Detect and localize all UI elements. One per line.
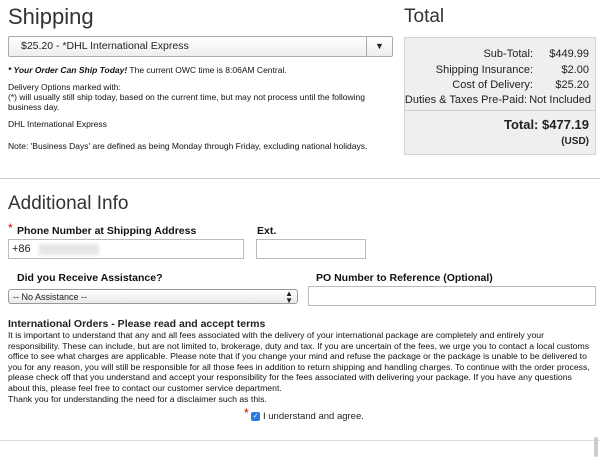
shipping-method-select[interactable] [8,36,393,57]
duties-amount: Not Included [529,94,591,106]
delivery-options-note: Delivery Options marked with: (*) will usually still ship today, based on the current time, but may not process until the following business day. [8,82,366,112]
agree-required-marker: * [244,406,249,420]
total-panel [404,37,596,155]
assistance-select[interactable] [8,289,298,304]
subtotal-label: Sub-Total: [483,48,533,60]
duties-row [405,94,595,108]
international-terms-body: It is important to understand that any and all fees associated with the delivery of your international package are completely and entirely your responsibility. These can include, but are not limited to, brokerage, duty and tax. If you are uncertain of the fees, we urge you to contact a local customs office to see what charges are applicable. Please note that if you change your mind and refuse the package or the package is unable to be delivered to you for any reason, you will still be responsible for all those fees in addition to return shipping and handling charges. To continue with the order process, please check off that you understand and accept your responsibility for the fees associated with delivering your package. If you have any questions about this, please feel free to contact our customer service department. Thank you for understanding the need for a disclaimer such as this. [8,330,590,404]
insurance-row [405,64,595,78]
assistance-value: -- No Assistance -- [13,292,88,302]
redacted-phone [39,244,99,255]
agree-label[interactable]: I understand and agree. [263,411,364,422]
delivery-cost-amount: $25.20 [555,79,589,91]
ext-label: Ext. [257,225,277,237]
scrollbar[interactable] [594,437,598,457]
phone-label: Phone Number at Shipping Address [17,225,197,237]
section-divider [0,178,600,179]
po-number-label: PO Number to Reference (Optional) [316,272,493,284]
insurance-label: Shipping Insurance: [435,64,533,76]
carrier-name: DHL International Express [8,119,107,129]
po-number-input[interactable] [308,286,596,306]
duties-label: Duties & Taxes Pre-Paid: [404,94,527,106]
assistance-label: Did you Receive Assistance? [17,272,163,284]
subtotal-amount: $449.99 [549,48,589,60]
delivery-cost-row [405,79,595,93]
grand-total: Total: $477.19 [503,117,589,132]
delivery-cost-label: Cost of Delivery: [452,79,533,91]
agree-checkbox[interactable]: ✓ [252,413,259,420]
additional-info-title: Additional Info [8,193,129,214]
business-days-note: Note: 'Business Days' are defined as being Monday through Friday, excluding national holidays. [8,141,368,151]
updown-arrows-icon: ▲ ▼ [285,289,293,305]
dropdown-arrow-icon[interactable]: ▼ [366,37,392,56]
subtotal-row [405,48,595,62]
international-terms-title: International Orders - Please read and accept terms [8,318,266,330]
ship-today-time: The current OWC time is 8:06AM Central. [127,65,287,75]
total-divider [405,110,595,111]
insurance-amount: $2.00 [561,64,589,76]
phone-input[interactable] [8,239,244,259]
ship-today-note [8,65,287,75]
shipping-method-value: $25.20 - *DHL International Express [21,40,189,52]
ship-today-bold: * Your Order Can Ship Today! [8,65,128,75]
required-marker: * [8,221,13,235]
bottom-divider [0,440,600,441]
ext-input[interactable] [256,239,366,259]
total-title: Total [404,6,445,27]
currency-label: (USD) [561,136,589,147]
phone-prefix: +86 [12,243,31,255]
shipping-title: Shipping [8,4,94,29]
